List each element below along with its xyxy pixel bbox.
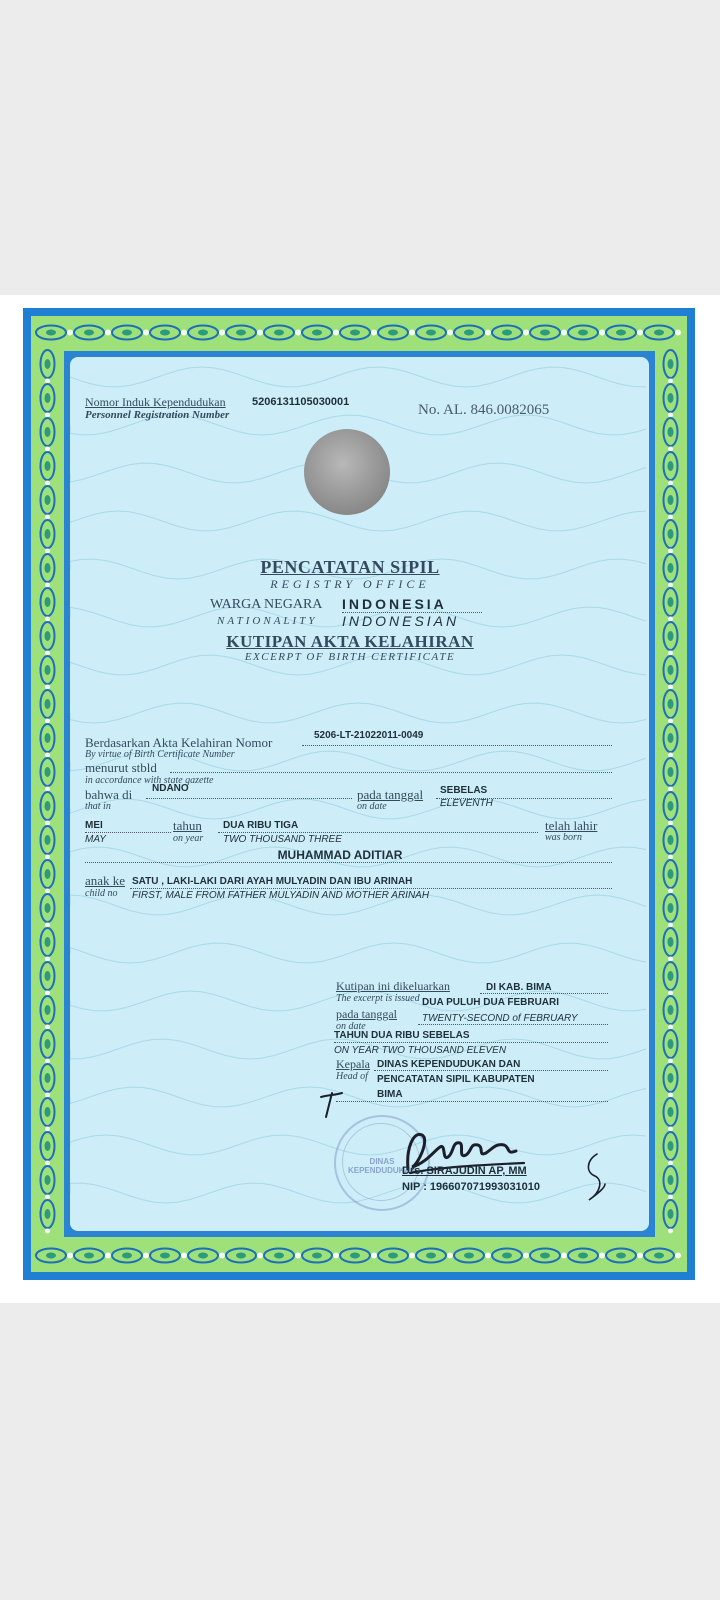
place-label-en: that in (85, 801, 111, 812)
nik-label-id: Nomor Induk Kependudukan (85, 395, 226, 409)
stbld-line (170, 772, 612, 773)
head-value-3: BIMA (377, 1089, 403, 1100)
issued-value: DI KAB. BIMA (486, 982, 552, 993)
nationality-value-en: INDONESIAN (342, 613, 460, 629)
nationality-label-en: NATIONALITY (217, 615, 318, 627)
basis-line (302, 745, 612, 746)
birth-year-value-en: TWO THOUSAND THREE (223, 834, 342, 845)
official-nip: NIP : 196607071993031010 (402, 1181, 541, 1193)
stamp-text: DINAS KEPENDUDUKAN (347, 1157, 416, 1175)
issue-year-value: TAHUN DUA RIBU SEBELAS (334, 1030, 470, 1041)
head-value-1: DINAS KEPENDUDUKAN DAN (377, 1059, 521, 1070)
nik-label (85, 395, 226, 410)
issued-label-en: The excerpt is issued (336, 993, 420, 1004)
issue-date-label-text: pada tanggal (336, 1007, 397, 1021)
nationality-value: INDONESIA (342, 596, 482, 613)
birth-date-label-en: on date (357, 801, 387, 812)
basis-value: 5206-LT-21022011-0049 (314, 730, 424, 741)
child-name-line (85, 862, 612, 863)
issued-line (480, 993, 608, 994)
document-title (190, 632, 510, 652)
born-label-text: telah lahir (545, 818, 598, 833)
nik-value: 5206131105030001 (252, 396, 350, 408)
birth-year-label-en: on year (173, 833, 204, 844)
certificate-panel (70, 357, 649, 1231)
birth-year-label (173, 818, 202, 834)
stbld-label-en: in accordance with state gazette (85, 775, 214, 786)
serial-number: No. AL. 846.0082065 (418, 402, 550, 418)
issue-year-line (334, 1042, 608, 1043)
office-title (210, 557, 490, 578)
basis-label-en: By virtue of Birth Certificate Number (85, 749, 235, 760)
birth-year-label-text: tahun (173, 818, 202, 833)
birth-month-line (85, 832, 171, 833)
child-no-value: SATU , LAKI-LAKI DARI AYAH MULYADIN DAN IBU ARINAH (132, 876, 413, 887)
nationality-label: WARGA NEGARA (210, 597, 323, 612)
birth-date-value: SEBELAS (440, 785, 488, 796)
birth-date-label-text: pada tanggal (357, 787, 424, 802)
issue-date-line (418, 1024, 608, 1025)
paraf-mark (579, 1150, 609, 1206)
office-title-en: REGISTRY OFFICE (270, 577, 430, 591)
head-label (336, 1057, 370, 1072)
issue-year-value-en: ON YEAR TWO THOUSAND ELEVEN (334, 1045, 507, 1056)
issued-label (336, 979, 450, 994)
initial-mark (318, 1089, 344, 1119)
head-line-1 (374, 1070, 608, 1071)
birth-certificate (23, 308, 695, 1280)
birth-month-value: MEI (85, 820, 103, 831)
child-no-value-en: FIRST, MALE FROM FATHER MULYADIN AND MOTHER ARINAH (132, 890, 430, 901)
issue-date-value: DUA PULUH DUA FEBRUARI (422, 997, 560, 1008)
head-line-3 (336, 1101, 608, 1102)
issue-date-label (336, 1007, 397, 1022)
embossed-seal (304, 429, 390, 515)
child-no-label (85, 873, 125, 889)
birth-month-value-en: MAY (85, 834, 106, 845)
child-no-label-text: anak ke (85, 873, 126, 888)
head-label-text: Kepala (336, 1057, 370, 1071)
head-label-en: Head of (336, 1071, 368, 1082)
basis-label: Berdasarkan Akta Kelahiran Nomor (85, 735, 273, 750)
document-scan (0, 295, 720, 1303)
issue-date-value-en: TWENTY-SECOND of FEBRUARY (422, 1013, 578, 1024)
issued-label-text: Kutipan ini dikeluarkan (336, 979, 450, 993)
place-value: NDANO (152, 783, 189, 794)
child-no-line (130, 888, 612, 889)
child-name: MUHAMMAD ADITIAR (277, 848, 403, 862)
place-label: bahwa di (85, 787, 133, 802)
born-label-en: was born (545, 832, 582, 843)
nik-label-en: Personnel Registration Number (85, 409, 230, 421)
child-no-label-en: child no (85, 888, 118, 899)
office-title-text: PENCATATAN SIPIL (260, 557, 440, 577)
place-line (146, 798, 352, 799)
document-title-text: KUTIPAN AKTA KELAHIRAN (226, 632, 474, 651)
document-title-en: EXCERPT OF BIRTH CERTIFICATE (244, 651, 456, 663)
official-name-text: Drs. SIRAJUDIN AP, MM (402, 1165, 527, 1177)
birth-year-value: DUA RIBU TIGA (223, 820, 299, 831)
birth-date-value-en: ELEVENTH (440, 798, 493, 809)
official-name (402, 1165, 527, 1177)
stbld-label: menurut stbld (85, 760, 157, 775)
head-value-2: PENCATATAN SIPIL KABUPATEN (377, 1074, 535, 1085)
issue-date-label-en: on date (336, 1021, 366, 1032)
birth-year-line (218, 832, 538, 833)
